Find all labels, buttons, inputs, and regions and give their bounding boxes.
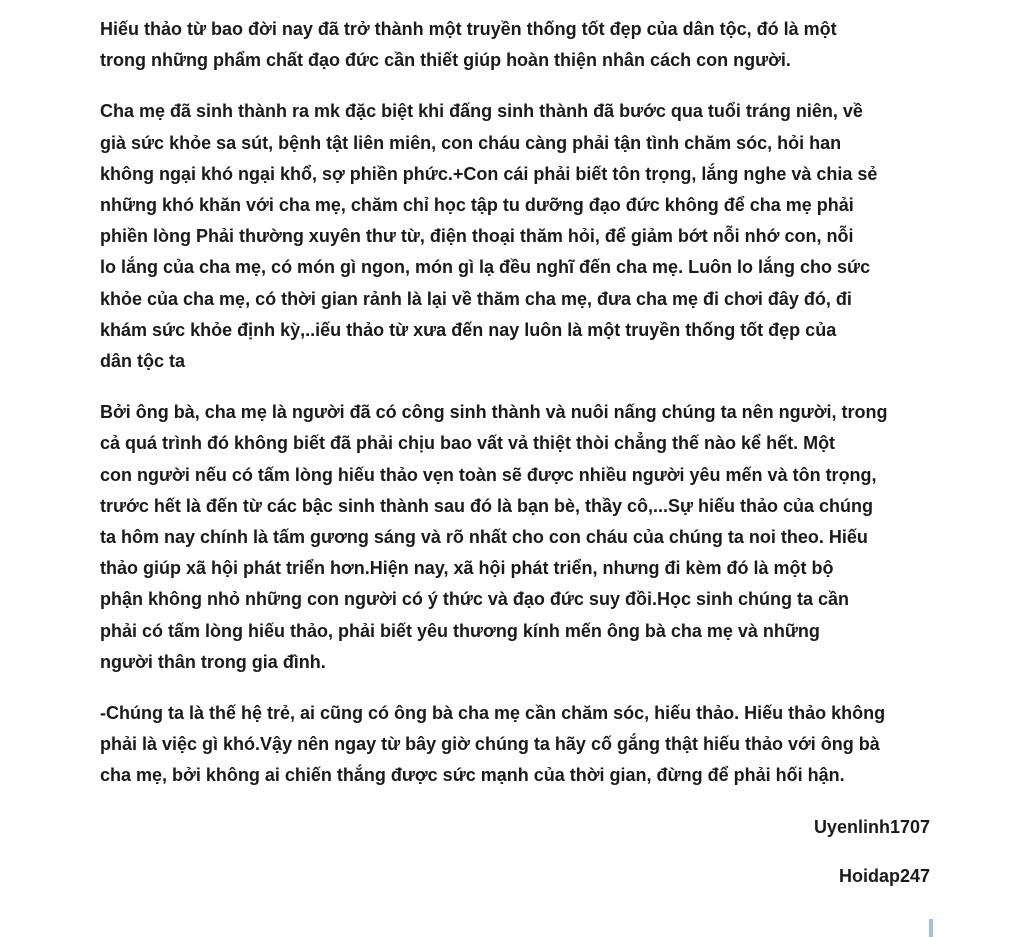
paragraph-3-line: trước hết là đến từ các bậc sinh thành sau đó là bạn bè, thầy cô,...Sự hiếu thảo của chúng (100, 495, 874, 516)
paragraph-3-line: Bởi ông bà, cha mẹ là người đã có công sinh thành và nuôi nấng chúng ta nên người, trong (100, 402, 888, 423)
paragraph-2-line: khỏe của cha mẹ, có thời gian rảnh là lại về thăm cha mẹ, đưa cha mẹ đi chơi đây đó, đi (100, 288, 852, 309)
paragraph-2-line: già sức khỏe sa sút, bệnh tật liên miên, con cháu càng phải tận tình chăm sóc, hỏi han (100, 132, 842, 153)
paragraph-3 (100, 397, 940, 678)
paragraph-2-line: lo lắng của cha mẹ, có món gì ngon, món gì lạ đều nghĩ đến cha mẹ. Luôn lo lắng cho sức (100, 257, 871, 278)
paragraph-4 (100, 698, 940, 792)
paragraph-2-line: không ngại khó ngại khổ, sợ phiền phức.+Con cái phải biết tôn trọng, lắng nghe và chia sẻ (100, 163, 878, 184)
signature-author: Uyenlinh1707 (813, 816, 930, 837)
paragraph-2-line: phiền lòng Phải thường xuyên thư từ, điện thoại thăm hỏi, để giảm bớt nỗi nhớ con, nỗi (100, 226, 854, 247)
paragraph-3-line: thảo giúp xã hội phát triển hơn.Hiện nay, xã hội phát triển, nhưng đi kèm đó là một bộ (100, 558, 834, 579)
paragraph-2-line: dân tộc ta (100, 351, 186, 372)
paragraph-3-line: người thân trong gia đình. (100, 651, 326, 672)
paragraph-4-line: -Chúng ta là thế hệ trẻ, ai cũng có ông bà cha mẹ cần chăm sóc, hiếu thảo. Hiếu thảo không (100, 703, 886, 724)
paragraph-3-line: ta hôm nay chính là tấm gương sáng và rõ nhất cho con cháu của chúng ta noi theo. Hiếu (100, 527, 868, 548)
paragraph-3-line: phận không nhỏ những con người có ý thức và đạo đức suy đồi.Học sinh chúng ta cần (100, 589, 849, 610)
paragraph-2 (100, 96, 940, 377)
paragraph-4-line: cha mẹ, bởi không ai chiến thắng được sức mạnh của thời gian, đừng để phải hối hận. (100, 765, 845, 786)
paragraph-3-line: phải có tấm lòng hiếu thảo, phải biết yêu thương kính mến ông bà cha mẹ và những (100, 620, 820, 641)
paragraph-3-line: con người nếu có tấm lòng hiếu thảo vẹn toàn sẽ được nhiều người yêu mến và tôn trọng, (100, 464, 877, 485)
signature-source: Hoidap247 (838, 865, 930, 886)
document-body (100, 14, 940, 892)
paragraph-2-line: những khó khăn với cha mẹ, chăm chỉ học tập tu dưỡng đạo đức không để cha mẹ phải (100, 195, 854, 216)
paragraph-1 (100, 14, 940, 76)
paragraph-4-line: phải là việc gì khó.Vậy nên ngay từ bây giờ chúng ta hãy cố gắng thật hiếu thảo với ông bà (100, 734, 880, 755)
paragraph-2-line: Cha mẹ đã sinh thành ra mk đặc biệt khi đấng sinh thành đã bước qua tuổi tráng niên, về (100, 101, 863, 122)
paragraph-3-line: cả quá trình đó không biết đã phải chịu bao vất vả thiệt thòi chẳng thế nào kể hết. Một (100, 433, 836, 454)
paragraph-1-line: trong những phẩm chất đạo đức cần thiết giúp hoàn thiện nhân cách con người. (100, 50, 791, 71)
paragraph-2-line: khám sức khỏe định kỳ,..iếu thảo từ xưa đến nay luôn là một truyền thống tốt đẹp của (100, 319, 837, 340)
text-cursor-marker (929, 919, 933, 937)
paragraph-1-line: Hiếu thảo từ bao đời nay đã trở thành một truyền thống tốt đẹp của dân tộc, đó là một (100, 19, 837, 39)
